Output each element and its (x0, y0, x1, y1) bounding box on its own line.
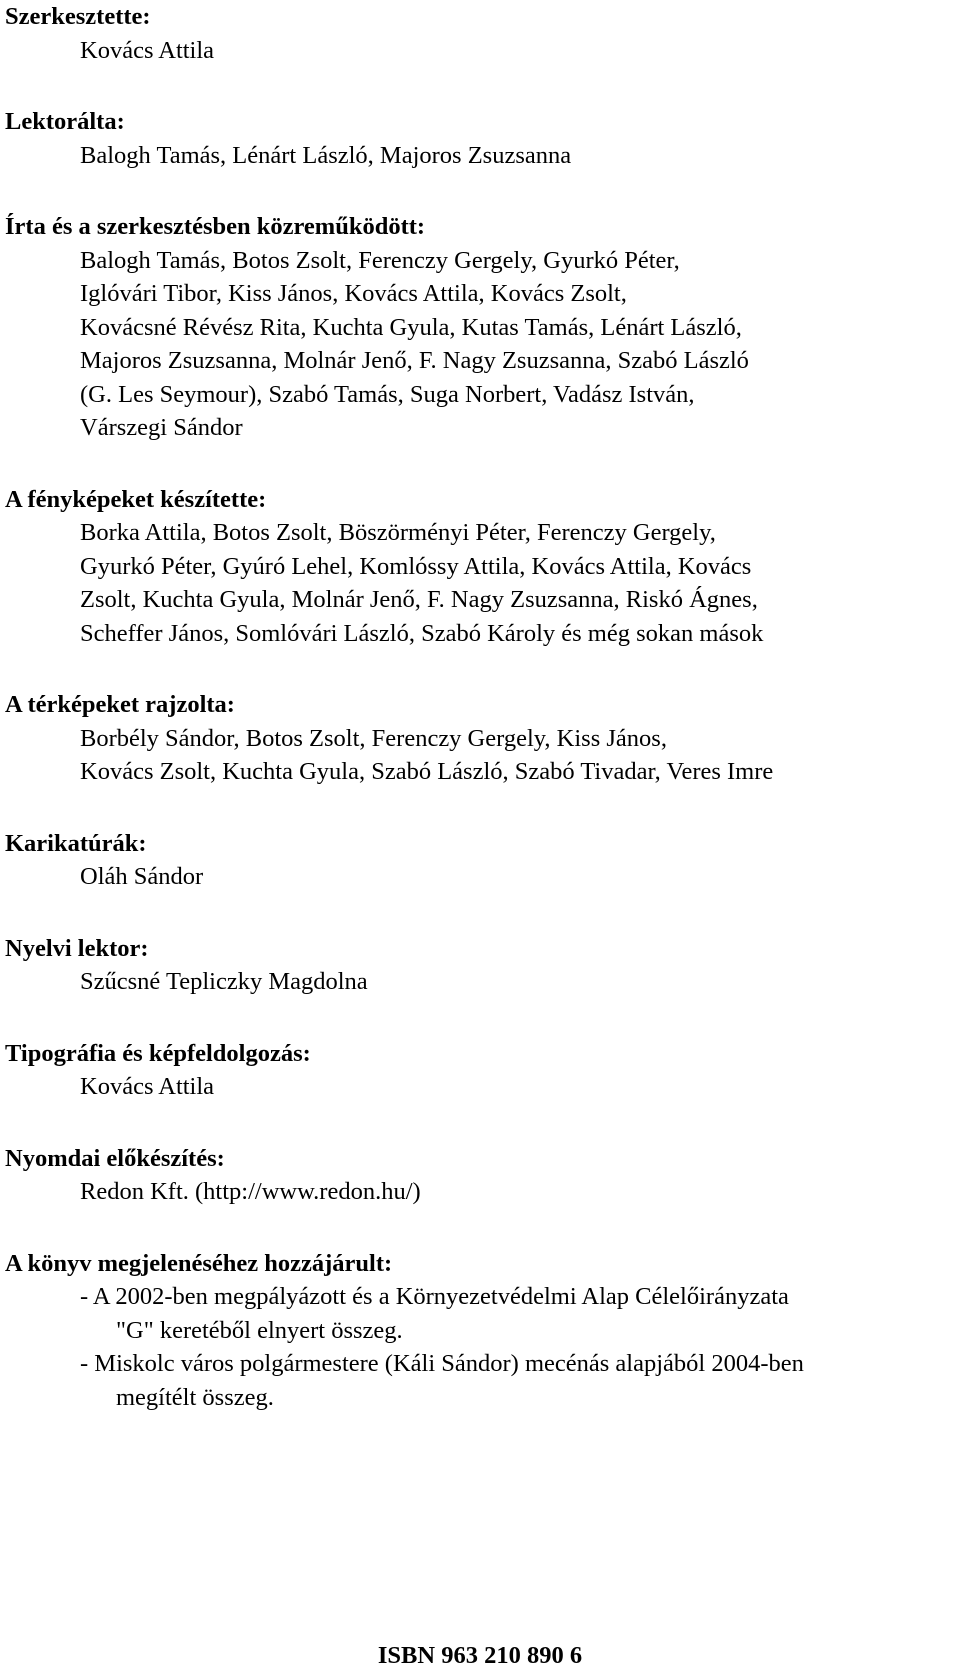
section-heading: A fényképeket készítette: (5, 485, 267, 513)
section-prepress (5, 1142, 955, 1209)
section-line: Redon Kft. (http://www.redon.hu/) (80, 1178, 421, 1205)
section-reviewers (5, 105, 955, 172)
section-line: Kovács Attila (80, 36, 215, 64)
section-cartoons (5, 827, 955, 894)
section-heading: Szerkesztette: (5, 3, 151, 30)
section-line: Kovácsné Révész Rita, Kuchta Gyula, Kutas Tamás, Lénárt László, (80, 313, 742, 341)
section-line: Szűcsné Tepliczky Magdolna (80, 968, 368, 995)
support-item-line: - A 2002-ben megpályázott és a Környezetvédelmi Alap Célelőirányzata (80, 1283, 789, 1310)
isbn: ISBN 963 210 890 6 (377, 1642, 583, 1669)
section-support (5, 1247, 955, 1415)
section-heading: Tipográfia és képfeldolgozás: (5, 1039, 311, 1067)
section-authors (5, 210, 955, 445)
section-line: Iglóvári Tibor, Kiss János, Kovács Attila, Kovács Zsolt, (80, 280, 627, 307)
section-photographers (5, 483, 955, 651)
section-heading: A térképeket rajzolta: (5, 691, 235, 718)
section-heading: Nyomdai előkészítés: (5, 1144, 225, 1172)
section-heading: Írta és a szerkesztésben közreműködött: (5, 213, 426, 240)
section-line: Oláh Sándor (80, 863, 204, 890)
section-language-editor (5, 932, 955, 999)
support-item (80, 1280, 955, 1347)
section-line: Balogh Tamás, Botos Zsolt, Ferenczy Gergely, Gyurkó Péter, (80, 246, 680, 274)
section-line: Scheffer János, Somlóvári László, Szabó Károly és még sokan mások (80, 619, 764, 647)
section-typography (5, 1037, 955, 1104)
support-item-continuation: "G" keretéből elnyert összeg. (116, 1316, 403, 1344)
section-line: Gyurkó Péter, Gyúró Lehel, Komlóssy Attila, Kovács Attila, Kovács (80, 552, 752, 580)
section-editor (5, 0, 955, 67)
support-item (80, 1347, 955, 1414)
support-item-continuation: megítélt összeg. (116, 1383, 274, 1411)
section-line: Borka Attila, Botos Zsolt, Böszörményi Péter, Ferenczy Gergely, (80, 519, 716, 546)
section-line: Balogh Tamás, Lénárt László, Majoros Zsuzsanna (80, 141, 572, 169)
section-heading: A könyv megjelenéséhez hozzájárult: (5, 1249, 393, 1277)
section-heading: Karikatúrák: (5, 829, 147, 857)
section-heading: Nyelvi lektor: (5, 934, 149, 962)
section-line: Majoros Zsuzsanna, Molnár Jenő, F. Nagy Zsuzsanna, Szabó László (80, 347, 749, 374)
section-line: (G. Les Seymour), Szabó Tamás, Suga Norbert, Vadász István, (80, 380, 695, 408)
section-maps (5, 688, 955, 789)
section-line: Kovács Zsolt, Kuchta Gyula, Szabó László, Szabó Tivadar, Veres Imre (80, 758, 774, 785)
section-line: Várszegi Sándor (80, 414, 243, 441)
credits-page (5, 0, 955, 1414)
section-heading: Lektorálta: (5, 108, 125, 135)
section-line: Borbély Sándor, Botos Zsolt, Ferenczy Gergely, Kiss János, (80, 724, 667, 752)
section-line: Zsolt, Kuchta Gyula, Molnár Jenő, F. Nagy Zsuzsanna, Riskó Ágnes, (80, 586, 758, 613)
support-item-line: - Miskolc város polgármestere (Káli Sándor) mecénás alapjából 2004-ben (80, 1350, 804, 1377)
section-line: Kovács Attila (80, 1073, 215, 1100)
